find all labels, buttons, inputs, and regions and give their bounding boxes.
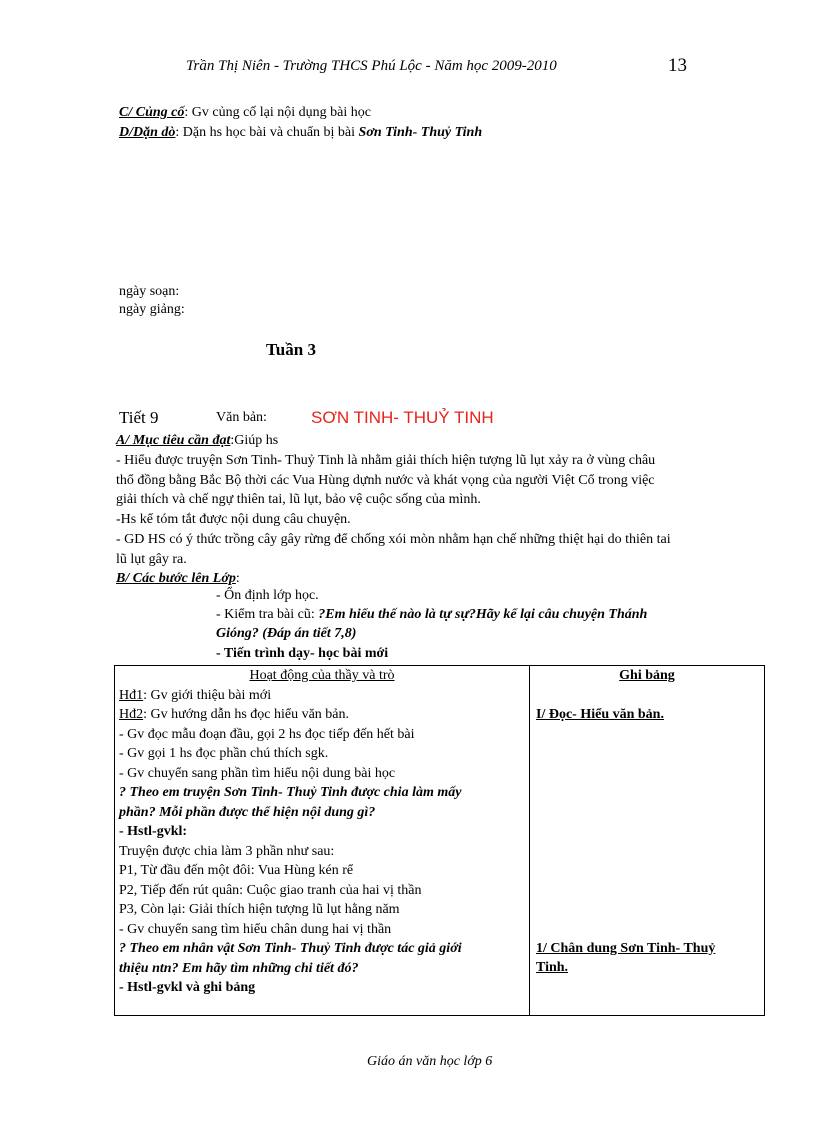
objectives-heading <box>116 431 756 450</box>
page-footer: Giáo án văn học lớp 6 <box>367 1054 493 1069</box>
hd2-text: : Gv hướng dẫn hs đọc hiểu văn bản. <box>143 707 350 722</box>
question-line: ? Theo em nhân vật Sơn Tinh- Thuỷ Tinh được tác giả giới <box>119 941 462 956</box>
activity-line: - Gv gọi 1 hs đọc phần chú thích sgk. <box>119 746 329 761</box>
hd1-label: Hđ1 <box>119 687 144 703</box>
prepare-date: ngày soạn: <box>119 284 180 299</box>
board-section-1: I/ Đọc- Hiểu văn bản. <box>536 707 664 722</box>
consolidation-label: C/ Củng cố <box>119 105 185 120</box>
question-line: thiệu ntn? Em hãy tìm những chi tiết đó? <box>119 960 359 976</box>
lesson-table <box>114 665 765 1016</box>
lesson-type: Văn bản: <box>216 410 267 425</box>
answer-line: Truyện được chia làm 3 phần như sau: <box>119 843 335 859</box>
objective-line: lũ lụt gây ra. <box>116 552 187 567</box>
lesson-period: Tiết 9 <box>119 408 159 427</box>
board-column-header: Ghi bảng <box>619 668 675 683</box>
objective-line: -Hs kể tóm tắt được nội dung câu chuyện. <box>116 512 351 527</box>
homework-line <box>119 125 482 141</box>
objective-line: giải thích và chế ngự thiên tai, lũ lụt, bảo vệ cuộc sống của mình. <box>116 492 481 507</box>
answer-line: - Gv chuyển sang tìm hiểu chân dung hai vị thần <box>119 921 392 937</box>
step-check-question-cont: Gióng? (Đáp án tiết 7,8) <box>216 626 357 641</box>
step-check-prefix: - Kiểm tra bài cũ: <box>216 607 319 622</box>
answer-line: P1, Từ đầu đến một đôi: Vua Hùng kén rể <box>119 863 354 878</box>
steps-colon: : <box>235 571 240 586</box>
hd2-label: Hđ2 <box>119 707 144 722</box>
step-check-question: ?Em hiểu thế nào là tự sự?Hãy kể lại câu chuyện Thánh <box>318 607 648 622</box>
activity-line: - Gv đọc mẫu đoạn đầu, gọi 2 hs đọc tiếp đến hết bài <box>119 726 415 742</box>
answer-line: P2, Tiếp đến rút quân: Cuộc giao tranh của hai vị thần <box>119 882 422 898</box>
hd2-line <box>119 705 529 725</box>
step-item: - Ổn định lớp học. <box>216 588 319 603</box>
answer-label: - Hstl-gvkl và ghi bảng <box>119 980 256 995</box>
question-line: phần? Mỗi phần được thể hiện nội dung gì? <box>119 804 376 820</box>
page-number: 13 <box>668 55 687 76</box>
steps-heading <box>116 569 756 588</box>
hd1-line <box>119 686 529 706</box>
board-cell <box>530 666 765 1016</box>
step-item: - Tiến trình dạy- học bài mới <box>216 646 389 661</box>
board-section-2: 1/ Chân dung Sơn Tinh- Thuỷ <box>536 940 716 956</box>
objectives-label: A/ Mục tiêu cần đạt <box>116 433 231 448</box>
objective-line: - GD HS có ý thức trồng cây gây rừng để chống xói mòn nhằm hạn chế những thiệt hại do thiên tai <box>116 532 671 547</box>
next-lesson-title: Sơn Tinh- Thuỷ Tinh <box>358 125 483 140</box>
activity-column-header: Hoạt động của thầy và trò <box>249 668 395 683</box>
page-header: Trần Thị Niên - Trường THCS Phú Lộc - Năm học 2009-2010 <box>186 58 557 74</box>
objectives-intro: :Giúp hs <box>230 433 279 448</box>
objective-line: - Hiểu được truyện Sơn Tinh- Thuỷ Tinh là nhằm giải thích hiện tượng lũ lụt xảy ra ở vùng châu <box>116 453 656 468</box>
week-heading: Tuần 3 <box>266 340 316 359</box>
lesson-title: SƠN TINH- THUỶ TINH <box>311 408 494 427</box>
consolidation-text: : Gv củng cố lại nội dụng bài học <box>184 105 371 120</box>
question-line: ? Theo em truyện Sơn Tinh- Thuỷ Tinh được chia làm mấy <box>119 785 462 800</box>
hd1-text: : Gv giới thiệu bài mới <box>143 687 272 703</box>
objective-line: thổ đồng bằng Bắc Bộ thời các Vua Hùng dựnh nước và khát vọng của người Việt Cổ trong việc <box>116 473 655 488</box>
activity-line: - Gv chuyển sang phần tìm hiểu nội dung bài học <box>119 765 396 781</box>
answer-line: P3, Còn lại: Giải thích hiện tượng lũ lụt hằng năm <box>119 902 400 917</box>
steps-label: B/ Các bước lên Lớp <box>116 571 236 586</box>
activity-cell <box>115 666 530 1016</box>
consolidation-line <box>119 105 371 121</box>
board-section-2-cont: Tinh. <box>536 960 569 975</box>
homework-text: : Dặn hs học bài và chuẩn bị bài <box>175 125 359 140</box>
homework-label: D/Dặn dò <box>119 125 176 140</box>
teach-date: ngày giảng: <box>119 302 185 317</box>
step-item <box>216 607 647 623</box>
answer-label: - Hstl-gvkl: <box>119 824 188 839</box>
